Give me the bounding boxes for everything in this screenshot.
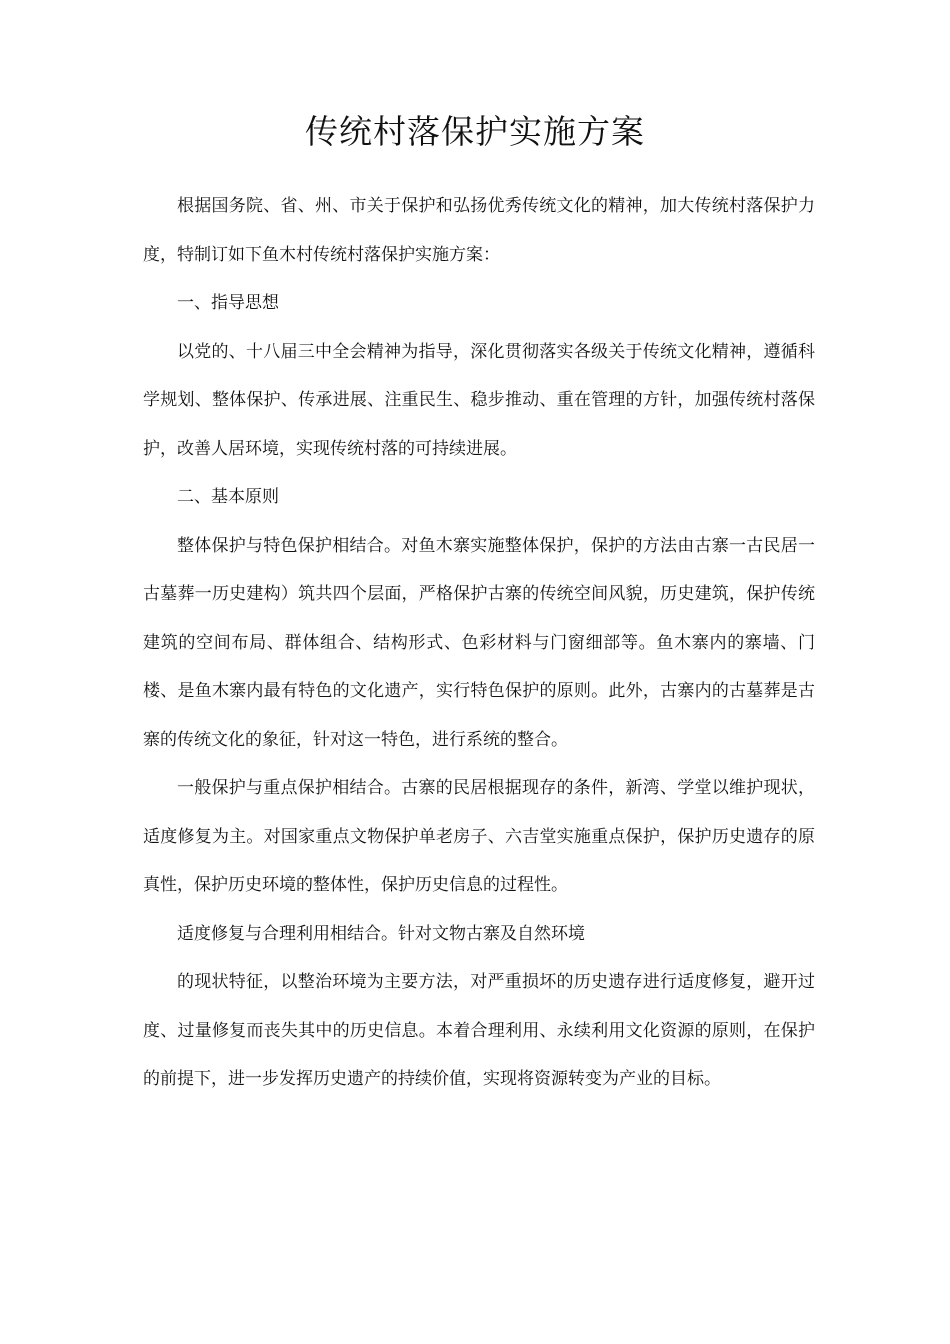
paragraph-overall-protection: 整体保护与特色保护相结合。对鱼木寨实施整体保护，保护的方法由古寨一古民居一古墓葬一历史建构）筑共四个层面，严格保护古寨的传统空间风貌，历史建筑，保护传统建筑的空间布局、群体组合、结构形式、色彩材料与门窗细部等。鱼木寨内的寨墙、门楼、是鱼木寨内最有特色的文化遗产，实行特色保护的原则。此外，古寨内的古墓葬是古寨的传统文化的象征，针对这一特色，进行系统的整合。 — [143, 535, 815, 750]
paragraph-moderate-repair: 的现状特征，以整治环境为主要方法，对严重损坏的历史遗存进行适度修复，避开过度、过量修复而丧失其中的历史信息。本着合理利用、永续利用文化资源的原则，在保护的前提下，进一步发挥历史遗产的持续价值，实现将资源转变为产业的目标。 — [143, 972, 815, 1089]
paragraph-general-protection: 一般保护与重点保护相结合。古寨的民居根据现存的条件，新湾、学堂以维护现状，适度修复为主。对国家重点文物保护单老房子、六吉堂实施重点保护，保护历史遗存的原真性，保护历史环境的整体性，保护历史信息的过程性。 — [143, 778, 815, 895]
paragraph-guiding-ideology: 以党的、十八届三中全会精神为指导，深化贯彻落实各级关于传统文化精神，遵循科学规划、整体保护、传承进展、注重民生、稳步推动、重在管理的方针，加强传统村落保护，改善人居环境，实现传统村落的可持续进展。 — [143, 341, 815, 459]
paragraph-moderate-repair-lead: 适度修复与合理利用相结合。针对文物古寨及自然环境 — [177, 923, 585, 944]
heading-guiding-ideology: 一、指导思想 — [177, 293, 279, 313]
paragraph-intro: 根据国务院、省、州、市关于保护和弘扬优秀传统文化的精神，加大传统村落保护力度，特制订如下鱼木村传统村落保护实施方案： — [143, 196, 815, 265]
document-body — [143, 182, 815, 1104]
heading-basic-principles: 二、基本原则 — [177, 487, 279, 507]
document-title: 传统村落保护实施方案 — [305, 112, 645, 151]
